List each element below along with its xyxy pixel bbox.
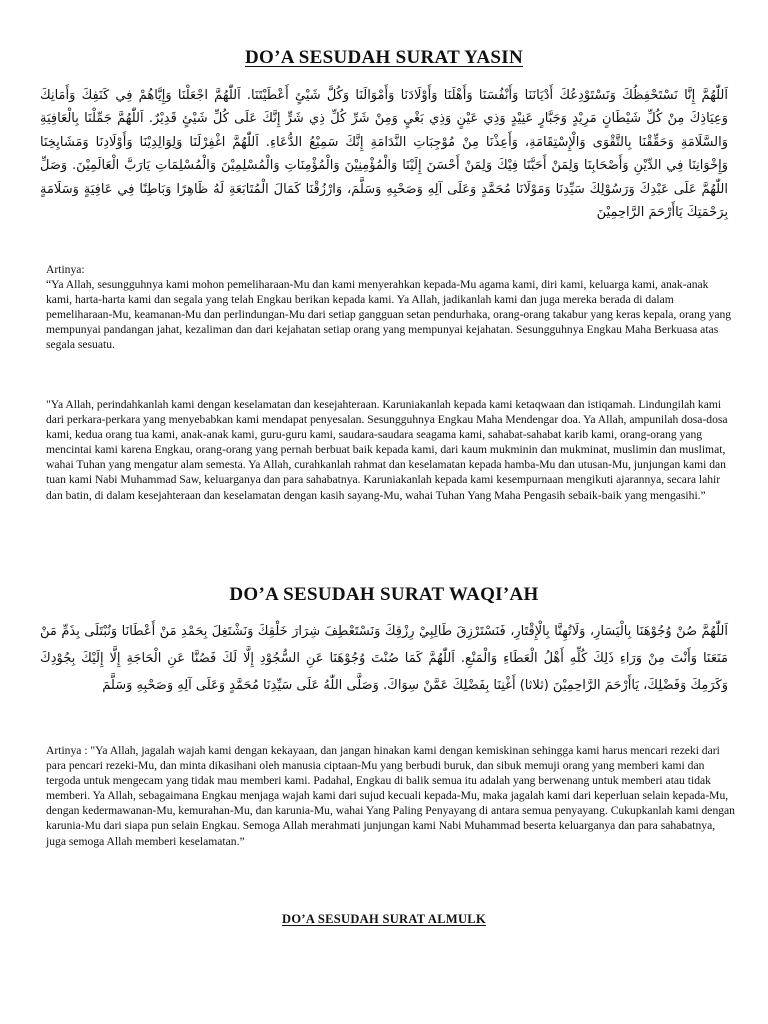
arabic-prayer-yasin: اَللّٰهُمَّ إِنَّا نَسْتَحْفِظُكَ وَنَسْتَوْدِعُكَ أَدْيَانَنَا وَأَنْفُسَنَا وَأَهْلَنَا وَأَوْلَادَنَا وَأَمْوَالَنَا وَكُلَّ شَيْئٍ أَعْطَيْتَنَا. اَللّٰهُمَّ اجْعَلْنَا وَإِيَّاهُمْ فِي كَنَفِكَ وَأَمَانِكَ وَعِيَاذِكَ مِنْ كُلِّ شَيْطَانٍ مَرِيْدٍ وَجَبَّارٍ عَنِيْدٍ وَذِي عَيْنٍ وَذِي بَغْيٍ وَمِنْ شَرِّ كُلِّ ذِي شَرٍّ إِنَّكَ عَلَى كُلِّ شَيْئٍ قَدِيْرٌ. اَللّٰهُمَّ جَمِّلْنَا بِالْعَافِيَةِ وَالسَّلَامَةِ وَحَقِّقْنَا بِالتَّقْوَى وَالْإِسْتِقَامَةِ، وَأَعِذْنَا مِنْ مُوْجِبَاتِ النَّدَامَةِ إِنَّكَ سَمِيْعُ الدُّعَاءِ. اَللّٰهُمَّ اغْفِرْلَنَا وَلِوَالِدِيْنَا وَأَوْلَادِنَا وَمَشَايِخِنَا وَإِخْوَانِنَا فِي الدِّيْنِ وَأَصْحَابِنَا وَلِمَنْ أَحَبَّنَا فِيْكَ وَلِمَنْ أَحْسَنَ إِلَيْنَا وَالْمُؤْمِنِيْنَ وَالْمُؤْمِنَاتِ وَالْمُسْلِمِيْنَ وَالْمُسْلِمَاتِ يَارَبَّ الْعَالَمِيْنَ. وَصَلِّ اللّٰهُمَّ عَلَى عَبْدِكَ وَرَسُوْلِكَ سَيِّدِنَا وَمَوْلَانَا مُحَمَّدٍ وَعَلَى آلِهِ وَصَحْبِهِ وَسَلَّمَ، وَارْزُقْنَا كَمَالَ الْمُتَابَعَةِ لَهُ ظَاهِرًا وَبَاطِنًا فِي عَافِيَةٍ وَسَلَامَةٍ بِرَحْمَتِكَ يَاأَرْحَمَ الرَّاحِمِيْنَ [40,88,728,221]
arabic-prayer-waqiah: اَللّٰهُمَّ صُنْ وُجُوْهَنَا بِالْيَسَارِ، وَلَاتُهِنَّا بِالْإِقْتَارِ، فَنَسْتَرْزِقَ طَالِبِيْ رِزْقِكَ وَنَسْتَعْطِفَ شِرَارَ خَلْقِكَ وَنَشْتَغِلَ بِحَمْدِ مَنْ أَعْطَانَا وَنُبْتَلَى بِذَمِّ مَنْ مَنَعَنَا وَأَنْتَ مِنْ وَرَاءِ ذَلِكَ كُلِّهِ أَهْلُ الْعَطَاءِ وَالْمَنْعِ. اَللّٰهُمَّ كَمَا صُنْتَ وُجُوْهَنَا عَنِ السُّجُوْدِ إِلَّا لَكَ فَصُنَّا عَنِ الْحَاجَةِ إِلَّا إِلَيْكَ بِجُوْدِكَ وَكَرَمِكَ وَفَضْلِكَ، يَاأَرْحَمَ الرَّاحِمِيْنَ (ثلاثا) أَغْنِنَا بِفَضْلِكَ عَمَّنْ سِوَاكَ. وَصَلَّى اللّٰهُ عَلَى سَيِّدِنَا مُحَمَّدٍ وَعَلَى آلِهِ وَصَحْبِهِ وَسَلَّمَ [40,624,728,693]
translation-paragraph-waqiah: Artinya : "Ya Allah, jagalah wajah kami dengan kekayaan, dan jangan hinakan kami dengan kemiskinan sehingga kami harus mencari rezeki dari para pencari rezeki-Mu, dan minta dikasihani oleh manusia ciptaan-Mu yang berbudi buruk, dan sibuk memuji orang yang memberi kami dan tergoda untuk mengecam yang tidak mau memberi kami. Padahal, Engkau di balik semua itu adalah yang berwenang untuk memberi atau tidak memberi. Ya Allah, sebagaimana Engkau menjaga wajah kami dari sujud kecuali kepada-Mu, maka jagalah kami dari keperluan selain kepada-Mu, dengan kedermawanan-Mu, kemurahan-Mu, dan karunia-Mu, wahai Yang Paling Penyayang di antara semua penyayang. Cukupkanlah kami dengan karunia-Mu dari siapa pun selain Engkau. Semoga Allah merahmati junjungan kami Nabi Muhammad beserta keluarganya dan para sahabatnya, juga semoga Allah memberi keselamatan.” [46,744,735,848]
section-title-yasin: DO’A SESUDAH SURAT YASIN [244,47,524,68]
translation-paragraph-2: "Ya Allah, perindahkanlah kami dengan keselamatan dan kesejahteraan. Karuniakanlah kepada kami ketaqwaan dan istiqamah. Lindungilah kami dari perkara-perkara yang menyebabkan kami mendapat penyesalan. Sesungguhnya Engkau Maha Mendengar doa. Ya Allah, ampunilah dosa-dosa kami, kedua orang tua kami, anak-anak kami, guru-guru kami, saudara-saudara seagama kami, sahabat-sahabat karib kami, orang-orang yang mencintai kami karena Engkau, orang-orang yang pernah berbuat baik kepada kami, dari kaum mukminin dan mukminat, muslimin dan muslimat, wahai Tuhan yang mengatur alam semesta. Ya Allah, curahkanlah rahmat dan keselamatan kepada hamba-Mu dan utusan-Mu, junjungan kami dan tuan kami Nabi Muhammad Saw, keluarganya dan para sahabatnya. Karuniakanlah kepada kami kesempurnaan mengikuti ajarannya, secara lahir dan batin, di dalam kesejahteraan dan keselamatan dengan kasih sayang-Mu, wahai Tuhan Yang Maha Pengasih sebaik-baik yang mengasihi.” [46,398,728,502]
translation-paragraph-1: “Ya Allah, sesungguhnya kami mohon pemeliharaan-Mu dan kami menyerahkan kepada-Mu agama kami, diri kami, keluarga kami, anak-anak kami, harta-harta kami dan segala yang telah Engkau berikan kepada kami. Ya Allah, jadikanlah kami dan juga mereka berada di dalam pemeliharaan-Mu, keamanan-Mu dan perlindungan-Mu dari setiap gangguan setan pendurhaka, orang-orang takabur yang keras kepala, orang yang mempunyai pandangan jahat, kezaliman dan dari kejahatan setiap orang yang mempunyai kejahatan. Sesungguhnya Engkau Maha Berkuasa atas segala sesuatu. [46,278,732,352]
section-title-waqiah: DO’A SESUDAH SURAT WAQI’AH [229,584,539,605]
section-title-almulk: DO’A SESUDAH SURAT ALMULK [282,912,486,926]
translation-label: Artinya: [46,263,85,276]
